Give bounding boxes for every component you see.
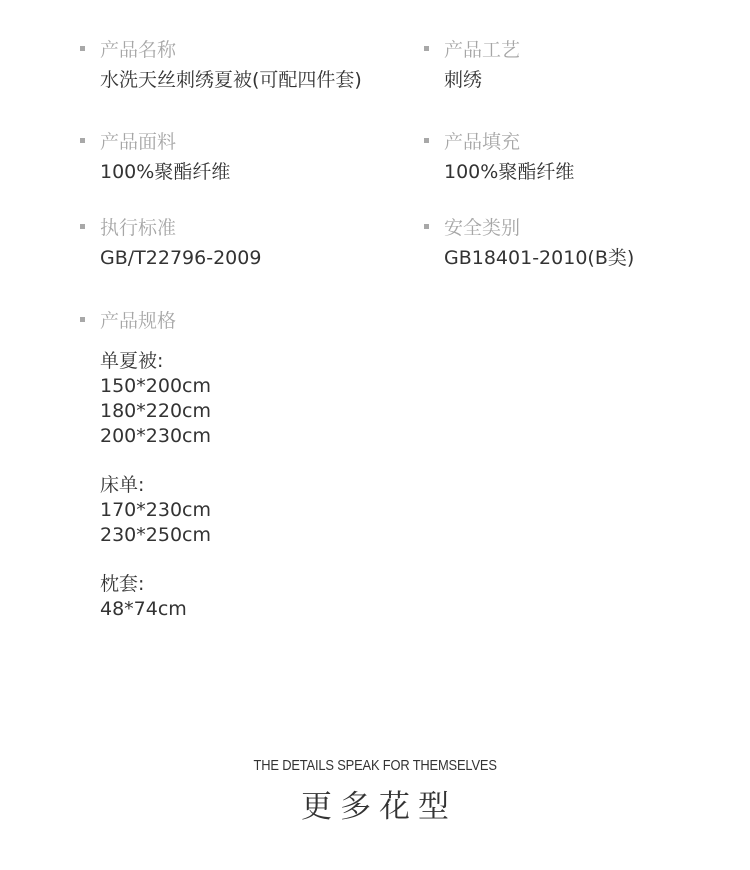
spec-value: GB18401-2010(B类) [444,247,635,269]
size-item: 150*200cm [100,375,211,397]
bullet-square-icon [80,224,85,229]
size-group-title: 枕套: [100,573,145,595]
size-group-title: 单夏被: [100,350,164,372]
spec-label-row [100,38,420,62]
spec-label-row [100,309,420,333]
spec-standard [100,216,420,270]
size-group-sheet [100,473,400,548]
spec-product-fabric [100,130,420,184]
size-item: 180*220cm [100,400,211,422]
spec-product-size [100,309,420,333]
size-group-pillowcase [100,572,400,622]
bullet-square-icon [80,317,85,322]
bullet-square-icon [80,46,85,51]
spec-label-row [444,38,750,62]
section-heading: 更多花型 [301,789,457,825]
spec-label: 产品工艺 [444,39,521,61]
bullet-square-icon [80,138,85,143]
spec-label-row [444,216,750,240]
spec-label: 产品名称 [100,39,177,61]
spec-label: 执行标准 [100,217,177,239]
spec-label: 产品规格 [100,310,177,332]
bullet-square-icon [424,46,429,51]
spec-label: 安全类别 [444,217,521,239]
spec-value: 100%聚酯纤维 [100,161,231,183]
size-item: 170*230cm [100,499,211,521]
size-item: 48*74cm [100,598,187,620]
spec-value: 100%聚酯纤维 [444,161,575,183]
spec-label: 产品面料 [100,131,177,153]
spec-value: 水洗天丝刺绣夏被(可配四件套) [100,69,362,91]
spec-product-name [100,38,420,92]
spec-label-row [444,130,750,154]
size-item: 200*230cm [100,425,211,447]
spec-label-row [100,216,420,240]
bullet-square-icon [424,224,429,229]
spec-value: GB/T22796-2009 [100,247,262,269]
spec-label-row [100,130,420,154]
bullet-square-icon [424,138,429,143]
spec-product-filling [444,130,750,184]
size-group-quilt [100,349,400,449]
spec-label: 产品填充 [444,131,521,153]
spec-value: 刺绣 [444,69,483,91]
size-item: 230*250cm [100,524,211,546]
spec-product-craft [444,38,750,92]
size-group-title: 床单: [100,474,145,496]
tagline: THE DETAILS SPEAK FOR THEMSELVES [253,757,497,774]
spec-safety-category [444,216,750,270]
